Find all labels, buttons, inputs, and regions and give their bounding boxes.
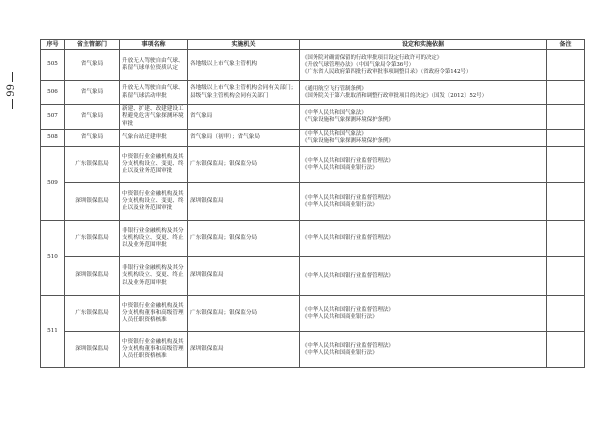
basis-line: 《中华人民共和国商业银行法》 xyxy=(302,313,378,320)
basis-line: 《中华人民共和国商业银行法》 xyxy=(302,349,378,356)
cell-item: 新建、扩建、改建建设工程避免危害气象探测环境审批 xyxy=(120,105,188,130)
cell-dept: 深圳银保监局 xyxy=(65,183,120,221)
page-number xyxy=(4,70,20,111)
cell-basis xyxy=(300,147,547,183)
cell-note xyxy=(547,221,585,257)
cell-note xyxy=(547,130,585,147)
cell-basis xyxy=(300,81,547,105)
cell-item: 升放无人驾驶自由气球、系留气球活动审批 xyxy=(120,81,188,105)
cell-dept: 广东银保监局 xyxy=(65,147,120,183)
cell-note xyxy=(547,296,585,332)
cell-basis xyxy=(300,183,547,221)
cell-note xyxy=(547,105,585,130)
basis-line: 《中华人民共和国商业银行法》 xyxy=(302,164,378,171)
cell-agency: 各地级以上市气象主管机构 xyxy=(188,50,300,81)
cell-item: 中资银行业金融机构及其分支机构董事和高级管理人员任职资格核准 xyxy=(120,296,188,332)
header-item: 事项名称 xyxy=(120,40,188,50)
cell-basis xyxy=(300,257,547,296)
table-row xyxy=(41,81,585,105)
cell-agency: 省气象局（初审）；省气象局 xyxy=(188,130,300,147)
basis-line: 《中华人民共和国商业银行法》 xyxy=(302,201,378,208)
header-note: 备注 xyxy=(547,40,585,50)
basis-line: 《中华人民共和国气象法》 xyxy=(302,110,367,116)
cell-basis xyxy=(300,130,547,147)
basis-line: 《中华人民共和国银行业监督管理法》 xyxy=(302,157,394,164)
table-header-row xyxy=(41,40,585,50)
cell-agency: 深圳银保监局 xyxy=(188,257,300,296)
approval-items-table xyxy=(40,39,585,368)
cell-seq: 511 xyxy=(41,296,65,368)
header-agency: 实施机关 xyxy=(188,40,300,50)
cell-seq: 507 xyxy=(41,105,65,130)
cell-item: 中资银行业金融机构及其分支机构设立、变更、终止以及业务范围审批 xyxy=(120,147,188,183)
header-dept: 省主管部门 xyxy=(65,40,120,50)
cell-note xyxy=(547,50,585,81)
cell-basis xyxy=(300,332,547,368)
cell-basis xyxy=(300,105,547,130)
basis-line: 《国务院关于第六批取消和调整行政审批项目的决定》（国发〔2012〕52号） xyxy=(302,92,487,99)
cell-note xyxy=(547,183,585,221)
cell-note xyxy=(547,147,585,183)
cell-agency: 广东银保监局；银保监分局 xyxy=(188,221,300,257)
cell-item: 中资银行业金融机构及其分支机构设立、变更、终止以及业务范围审批 xyxy=(120,183,188,221)
cell-seq: 505 xyxy=(41,50,65,81)
cell-agency: 广东银保监局；银保监分局 xyxy=(188,147,300,183)
cell-dept: 广东银保监局 xyxy=(65,296,120,332)
cell-dept: 省气象局 xyxy=(65,130,120,147)
header-basis: 设定和实施依据 xyxy=(300,40,547,50)
cell-note xyxy=(547,81,585,105)
cell-basis xyxy=(300,296,547,332)
basis-line: 《中华人民共和国银行业监督管理法》 xyxy=(302,342,394,349)
cell-dept: 深圳银保监局 xyxy=(65,332,120,368)
cell-seq: 509 xyxy=(41,147,65,221)
cell-item: 非银行业金融机构及其分支机构设立、变更、终止以及业务范围审批 xyxy=(120,221,188,257)
basis-line: 《气象设施和气象探测环境保护条例》 xyxy=(302,117,394,123)
cell-dept: 省气象局 xyxy=(65,105,120,130)
cell-note xyxy=(547,332,585,368)
cell-basis xyxy=(300,50,547,81)
table-row xyxy=(41,332,585,368)
basis-line: 《升放气球管理办法》（中国气象局令第36号） xyxy=(302,61,414,68)
cell-agency: 深圳银保监局 xyxy=(188,332,300,368)
basis-line: 《广东省人民政府第四批行政审批事项调整目录》（省政府令第142号） xyxy=(302,68,472,75)
cell-agency: 各地级以上市气象主管机构会同有关部门；县级气象主管机构会同有关部门 xyxy=(188,81,300,105)
cell-dept: 省气象局 xyxy=(65,81,120,105)
cell-note xyxy=(547,257,585,296)
table-row xyxy=(41,105,585,130)
table-row xyxy=(41,147,585,183)
table-row xyxy=(41,183,585,221)
basis-line: 《中华人民共和国银行业监督管理法》 xyxy=(302,235,394,241)
basis-line: 《中华人民共和国气象法》 xyxy=(302,131,367,137)
cell-seq: 510 xyxy=(41,221,65,296)
table-row xyxy=(41,257,585,296)
cell-seq: 506 xyxy=(41,81,65,105)
basis-line: 《通用航空飞行管制条例》 xyxy=(302,85,367,92)
cell-seq: 508 xyxy=(41,130,65,147)
cell-agency: 深圳银保监局 xyxy=(188,183,300,221)
cell-agency: 省气象局 xyxy=(188,105,300,130)
basis-line: 《国务院对确需保留的行政审批项目设定行政许可的决定》 xyxy=(302,54,443,61)
table-row xyxy=(41,130,585,147)
cell-item: 中资银行业金融机构及其分支机构董事和高级管理人员任职资格核准 xyxy=(120,332,188,368)
basis-line: 《中华人民共和国银行业监督管理法》 xyxy=(302,194,394,201)
cell-item: 升放无人驾驶自由气球、系留气球单位资质认定 xyxy=(120,50,188,81)
basis-line: 《气象设施和气象探测环境保护条例》 xyxy=(302,138,394,144)
cell-item: 非银行业金融机构及其分支机构设立、变更、终止以及业务范围审批 xyxy=(120,257,188,296)
cell-dept: 省气象局 xyxy=(65,50,120,81)
page-number-value: 99 xyxy=(6,84,17,97)
table-row xyxy=(41,296,585,332)
basis-line: 《中华人民共和国银行业监督管理法》 xyxy=(302,272,394,279)
header-seq: 序号 xyxy=(41,40,65,50)
cell-item: 气象台站迁建审批 xyxy=(120,130,188,147)
table-row xyxy=(41,50,585,81)
basis-line: 《中华人民共和国银行业监督管理法》 xyxy=(302,306,394,313)
cell-basis xyxy=(300,221,547,257)
table-row xyxy=(41,221,585,257)
cell-dept: 广东银保监局 xyxy=(65,221,120,257)
cell-dept: 深圳银保监局 xyxy=(65,257,120,296)
cell-agency: 广东银保监局；银保监分局 xyxy=(188,296,300,332)
